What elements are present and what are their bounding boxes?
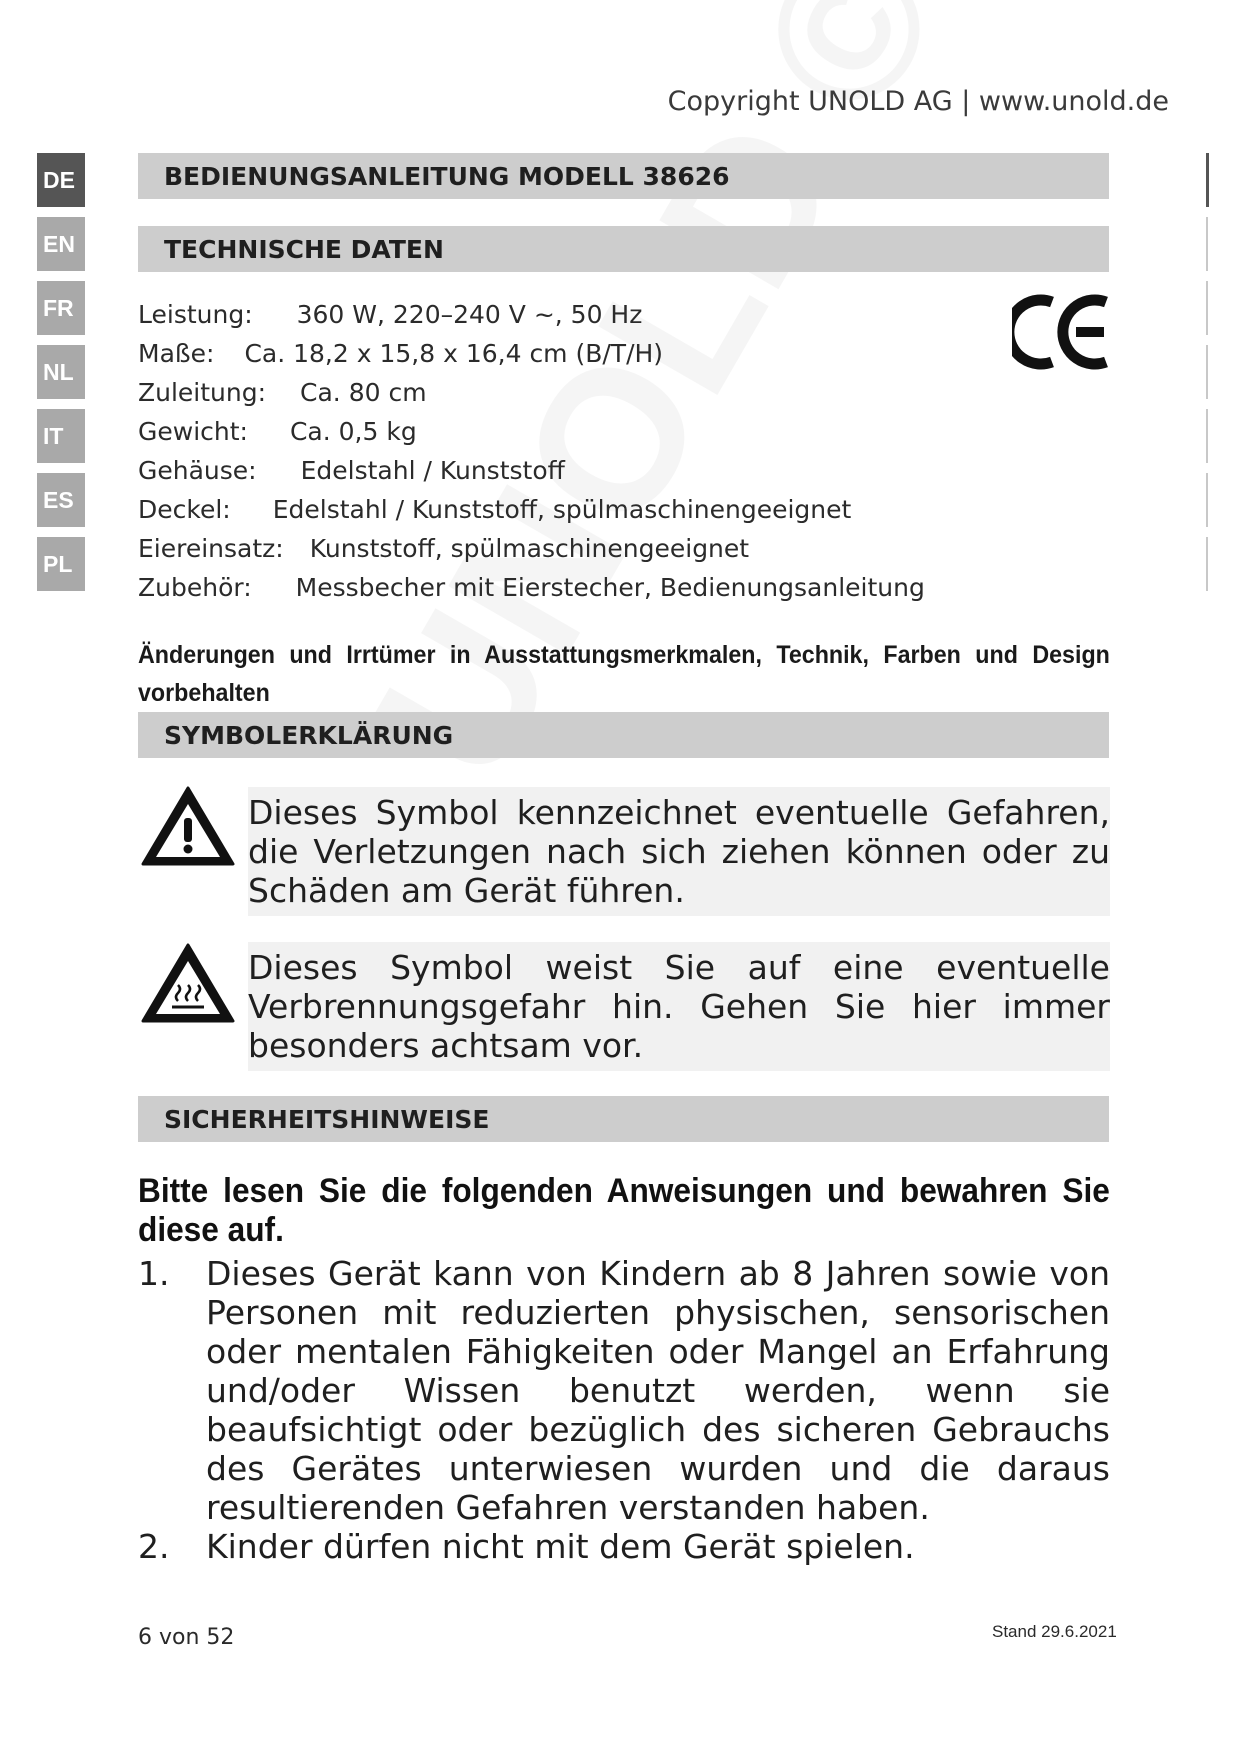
edge-mark bbox=[1206, 217, 1208, 271]
spec-row bbox=[138, 573, 988, 612]
list-item bbox=[138, 1527, 1110, 1566]
disclaimer-notice: Änderungen und Irrtümer in Ausstattungsmerkmalen, Technik, Farben und Design vorbehalten bbox=[138, 641, 1110, 707]
tech-data-heading: TECHNISCHE DATEN bbox=[138, 226, 1109, 272]
lang-tab-es[interactable]: ES bbox=[37, 473, 85, 527]
list-item bbox=[138, 1254, 1110, 1527]
lang-tab-en[interactable]: EN bbox=[37, 217, 85, 271]
spec-row bbox=[138, 534, 988, 573]
symbol-text-warning: Dieses Symbol kennzeichnet eventuelle Gefahren, die Verletzungen nach sich ziehen können oder zu Schäden am Gerät führen. bbox=[248, 787, 1110, 916]
spec-label: Eiereinsatz: bbox=[138, 534, 284, 563]
safety-instruction-heading: Bitte lesen Sie die folgenden Anweisungen und bewahren Sie diese auf. bbox=[138, 1172, 1110, 1249]
list-text: Kinder dürfen nicht mit dem Gerät spielen. bbox=[206, 1527, 915, 1566]
spec-row bbox=[138, 339, 988, 378]
lang-tab-nl[interactable]: NL bbox=[37, 345, 85, 399]
spec-label: Gewicht: bbox=[138, 417, 248, 446]
language-tabs bbox=[37, 153, 85, 601]
spec-value: 360 W, 220–240 V ~, 50 Hz bbox=[296, 300, 643, 329]
spec-row bbox=[138, 495, 988, 534]
spec-row bbox=[138, 300, 988, 339]
page-number: 6 von 52 bbox=[138, 1625, 235, 1650]
manual-title-bar: BEDIENUNGSANLEITUNG MODELL 38626 bbox=[138, 153, 1109, 199]
spec-value: Ca. 18,2 x 15,8 x 16,4 cm (B/T/H) bbox=[244, 339, 664, 368]
revision-date: Stand 29.6.2021 bbox=[992, 1622, 1117, 1641]
lang-tab-fr[interactable]: FR bbox=[37, 281, 85, 335]
edge-mark bbox=[1206, 153, 1209, 207]
spec-list bbox=[138, 300, 988, 612]
hot-surface-icon bbox=[140, 941, 236, 1025]
spec-value: Ca. 0,5 kg bbox=[289, 417, 417, 446]
edge-mark bbox=[1206, 409, 1208, 463]
spec-value: Kunststoff, spülmaschinengeeignet bbox=[309, 534, 750, 563]
spec-label: Deckel: bbox=[138, 495, 231, 524]
edge-mark bbox=[1206, 345, 1208, 399]
warning-icon bbox=[140, 784, 236, 868]
spec-value: Edelstahl / Kunststoff bbox=[300, 456, 565, 485]
spec-row bbox=[138, 456, 988, 495]
list-number: 2. bbox=[138, 1527, 170, 1566]
list-number: 1. bbox=[138, 1254, 170, 1293]
spec-label: Zubehör: bbox=[138, 573, 252, 602]
symbol-text-hot-surface: Dieses Symbol weist Sie auf eine eventuelle Verbrennungsgefahr hin. Gehen Sie hier immer besonders achtsam vor. bbox=[248, 942, 1110, 1071]
lang-tab-de[interactable]: DE bbox=[37, 153, 85, 207]
list-text: Dieses Gerät kann von Kindern ab 8 Jahren sowie von Personen mit reduzierten physischen, sensorischen oder mentalen Fähigkeiten oder Mangel an Erfahrung und/oder Wissen benutzt werden, wenn sie beaufsichtigt oder bezüglich des sicheren Gebrauchs des Gerätes unterwiesen wurden und die daraus resultierenden Gefahren verstanden haben. bbox=[206, 1254, 1110, 1527]
edge-mark bbox=[1206, 537, 1208, 591]
edge-mark bbox=[1206, 281, 1208, 335]
spec-label: Maße: bbox=[138, 339, 215, 368]
edge-marks bbox=[1206, 153, 1210, 601]
spec-label: Leistung: bbox=[138, 300, 253, 329]
spec-label: Gehäuse: bbox=[138, 456, 257, 485]
symbols-heading: SYMBOLERKLÄRUNG bbox=[138, 712, 1109, 758]
safety-list bbox=[138, 1254, 1110, 1566]
spec-value: Edelstahl / Kunststoff, spülmaschinengeeignet bbox=[272, 495, 852, 524]
spec-row bbox=[138, 378, 988, 417]
safety-heading: SICHERHEITSHINWEISE bbox=[138, 1096, 1109, 1142]
ce-mark-icon bbox=[1012, 290, 1112, 374]
spec-value: Ca. 80 cm bbox=[300, 378, 427, 407]
edge-mark bbox=[1206, 473, 1208, 527]
lang-tab-it[interactable]: IT bbox=[37, 409, 85, 463]
spec-value: Messbecher mit Eierstecher, Bedienungsanleitung bbox=[295, 573, 925, 602]
copyright-header: Copyright UNOLD AG | www.unold.de bbox=[667, 86, 1169, 117]
lang-tab-pl[interactable]: PL bbox=[37, 537, 85, 591]
spec-row bbox=[138, 417, 988, 456]
spec-label: Zuleitung: bbox=[138, 378, 267, 407]
